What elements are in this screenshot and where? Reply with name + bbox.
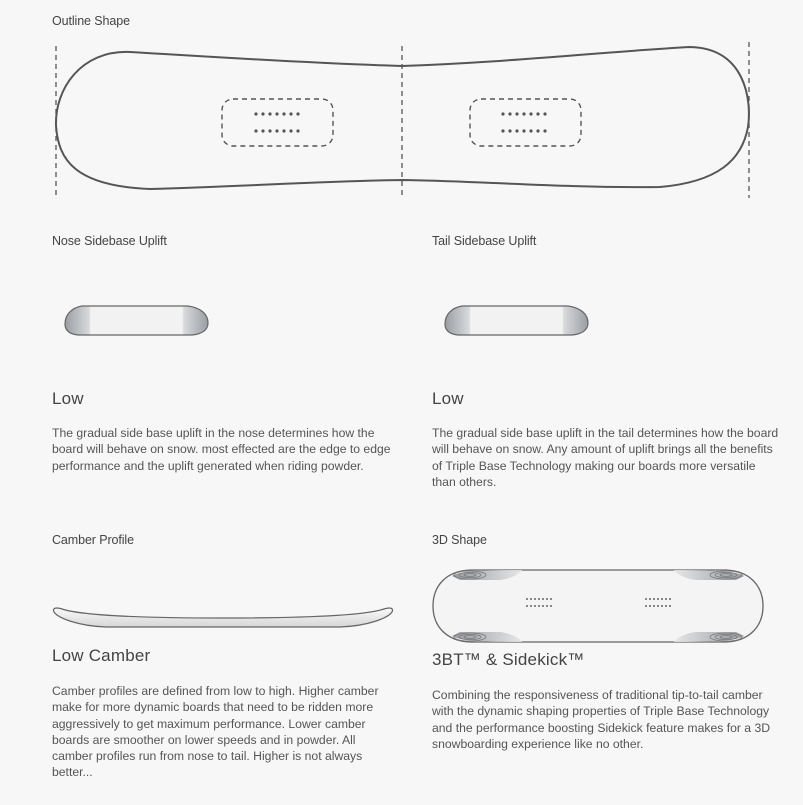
camber-profile-label: Camber Profile bbox=[52, 533, 134, 547]
nose-insert-holes bbox=[254, 112, 299, 132]
nose-uplift-diagram bbox=[62, 303, 212, 339]
nose-binding-area bbox=[222, 99, 333, 146]
tail-uplift-shape bbox=[445, 306, 588, 335]
tail-insert-holes bbox=[501, 112, 546, 132]
outline-shape-label: Outline Shape bbox=[52, 14, 130, 28]
nose-uplift-description: The gradual side base uplift in the nose determines how the board will behave on snow. most effected are the edge to edge performance and the uplift generated when riding powder. bbox=[52, 426, 391, 473]
camber-profile-description: Camber profiles are defined from low to high. Higher camber make for more dynamic boards that need to be ridden more aggressively to get maximum performance. Lower camber boards are smoother on lower speeds and in powder. All camber profiles run from nose to tail. Higher is not always better... bbox=[52, 684, 379, 780]
nose-uplift-shape bbox=[65, 306, 208, 335]
outline-shape-diagram bbox=[0, 0, 803, 200]
tail-binding-area bbox=[470, 99, 581, 146]
tail-uplift-value: Low bbox=[432, 389, 464, 408]
board-3d-outline bbox=[433, 570, 763, 642]
shape-3d-label: 3D Shape bbox=[432, 533, 487, 547]
shape-3d-diagram bbox=[430, 568, 766, 644]
camber-profile-value: Low Camber bbox=[52, 646, 151, 665]
camber-profile-shape bbox=[53, 608, 392, 627]
nose-uplift-value: Low bbox=[52, 389, 84, 408]
shape-3d-description: Combining the responsiveness of traditional tip-to-tail camber with the dynamic shaping properties of Triple Base Technology and the performance boosting Sidekick feature makes for a 3D snowboarding experience like no other. bbox=[432, 688, 771, 751]
tail-uplift-diagram bbox=[442, 303, 592, 339]
nose-uplift-label: Nose Sidebase Uplift bbox=[52, 234, 167, 248]
shape-3d-value: 3BT™ & Sidekick™ bbox=[432, 650, 585, 669]
tail-uplift-label: Tail Sidebase Uplift bbox=[432, 234, 537, 248]
tail-uplift-description: The gradual side base uplift in the tail determines how the board will behave on snow. Any amount of uplift brings all the benefits of Triple Base Technology making our boards more versatile than others. bbox=[432, 426, 779, 489]
camber-profile-diagram bbox=[50, 604, 396, 634]
